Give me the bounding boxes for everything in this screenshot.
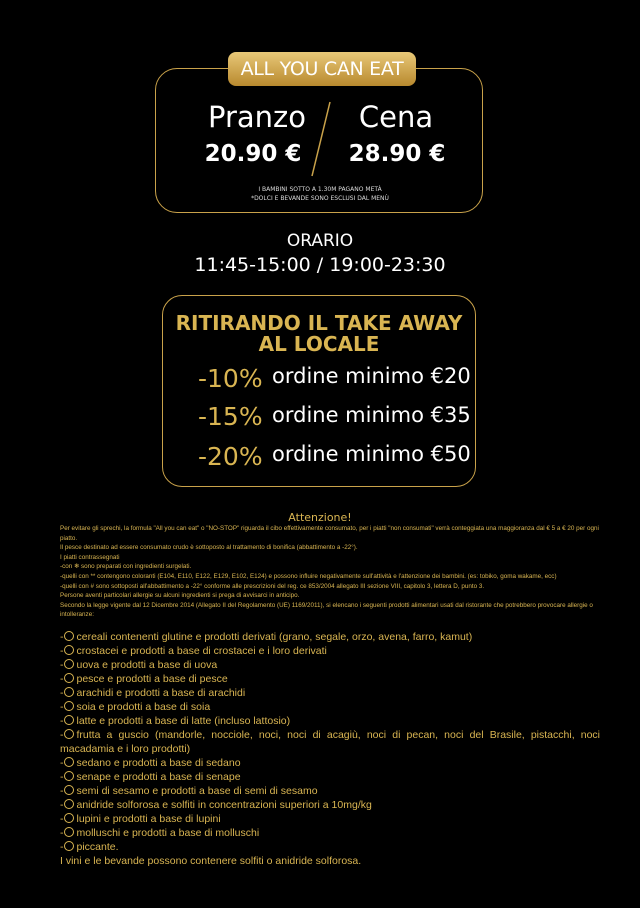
allergen-list <box>60 630 600 868</box>
attention-text <box>60 524 600 620</box>
attention-line: Per evitare gli sprechi, la formula "All you can eat" o "NO-STOP" riguarda il cibo effettivamente consumato, per i piatti "non consumati" verrà conteggiata una maggioranza dal € 5 a € 20 per ogni piatto. <box>60 525 599 542</box>
allergen-label: anidride solforosa e solfiti in concentrazioni superiori a 10mg/kg <box>76 799 372 811</box>
allergen-item: - uova e prodotti a base di uova <box>60 659 218 671</box>
allergen-label: molluschi e prodotti a base di molluschi <box>76 827 260 839</box>
allergen-item: - piccante. <box>60 841 119 853</box>
discount-pct: -20% <box>198 442 263 471</box>
lunch-price: 20.90 € <box>204 141 302 167</box>
discount-pct: -10% <box>198 364 263 393</box>
allergen-item: - frutta a guscio (mandorle, nocciole, noci, noci di acagiù, noci di pecan, noci del Brasile, pistacchi, noci macadamia e i loro prodotti) <box>60 729 600 755</box>
allergen-item: - semi di sesamo e prodotti a base di semi di sesamo <box>60 785 318 797</box>
dinner-price: 28.90 € <box>348 141 446 167</box>
allergen-item: - sedano e prodotti a base di sedano <box>60 757 241 769</box>
allergen-icon <box>64 757 74 767</box>
children-note: I BAMBINI SOTTO A 1.30M PAGANO METÀ <box>258 186 382 193</box>
discount-min: ordine minimo €35 <box>272 403 471 427</box>
attention-line: Secondo la legge vigente dal 12 Dicembre 2014 (Allegato II del Regolamento (UE) 1169/2011), si elencano i seguenti prodotti alimentari usati dal ristorante che potrebbero provocare allergie o intolleranze: <box>60 601 593 619</box>
allergen-icon <box>64 813 74 823</box>
allergen-label: uova e prodotti a base di uova <box>76 659 218 671</box>
allergen-item: - molluschi e prodotti a base di molluschi <box>60 827 260 839</box>
discount-min: ordine minimo €20 <box>272 364 471 388</box>
attention-line: Persone aventi particolari allergie su alcuni ingredienti si prega di avvisarci in anticipo. <box>60 592 300 600</box>
allergen-icon <box>64 841 74 851</box>
allergen-icon <box>64 771 74 781</box>
allergen-icon <box>64 645 74 655</box>
allergen-label: sedano e prodotti a base di sedano <box>76 757 241 769</box>
dinner-label: Cena <box>358 100 434 134</box>
discount-min: ordine minimo €50 <box>272 442 471 466</box>
allergen-item: - anidride solforosa e solfiti in concentrazioni superiori a 10mg/kg <box>60 799 372 811</box>
allergen-item: - cereali contenenti glutine e prodotti derivati (grano, segale, orzo, avena, farro, kamut) <box>60 631 473 643</box>
discount-pct: -15% <box>198 402 263 431</box>
attention-line: I piatti contrassegnati <box>60 553 120 561</box>
allergen-icon <box>64 673 74 683</box>
allergen-icon <box>64 687 74 697</box>
allergen-item: - arachidi e prodotti a base di arachidi <box>60 687 246 699</box>
allergen-item: - pesce e prodotti a base di pesce <box>60 673 228 685</box>
attention-line: Il pesce destinato ad essere consumato crudo è sottoposto al trattamento di bonifica (abbattimento a -22°). <box>60 544 358 552</box>
allergen-icon <box>64 785 74 795</box>
allergen-icon <box>64 631 74 641</box>
attention-line: -quelli con ** contengono coloranti (E104, E110, E122, E129, E102, E124) e possono influire negativamente sull'attività e l'attenzione dei bambini. (es: tobiko, goma wakame, ecc) <box>60 572 557 580</box>
allergen-label: semi di sesamo e prodotti a base di semi di sesamo <box>76 785 318 797</box>
allergen-item: - crostacei e prodotti a base di crostacei e i loro derivati <box>60 645 327 657</box>
allergen-label: crostacei e prodotti a base di crostacei e i loro derivati <box>76 645 327 657</box>
allergen-icon <box>64 715 74 725</box>
allergen-icon <box>64 659 74 669</box>
hours-value: 11:45-15:00 / 19:00-23:30 <box>194 254 446 276</box>
allergen-label: piccante. <box>76 841 119 853</box>
sulfite-note: I vini e le bevande possono contenere solfiti o anidride solforosa. <box>60 855 362 867</box>
allergen-label: latte e prodotti a base di latte (incluso lattosio) <box>76 715 291 727</box>
allergen-item: - latte e prodotti a base di latte (incluso lattosio) <box>60 715 291 727</box>
attention-title: Attenzione! <box>288 511 352 524</box>
attention-line: -con ❄ sono preparati con ingredienti surgelati. <box>60 563 192 571</box>
allergen-label: pesce e prodotti a base di pesce <box>76 673 228 685</box>
excluded-note: *DOLCI E BEVANDE SONO ESCLUSI DAL MENÙ <box>251 195 389 202</box>
hours-title: ORARIO <box>286 231 354 251</box>
allergen-label: arachidi e prodotti a base di arachidi <box>76 687 246 699</box>
allergen-icon <box>64 729 74 739</box>
allergen-label: cereali contenenti glutine e prodotti derivati (grano, segale, orzo, avena, farro, kamut) <box>76 631 473 643</box>
divider-slash <box>300 100 340 180</box>
lunch-label: Pranzo <box>207 100 307 134</box>
attention-line: -quelli con # sono sottoposti all'abbattimento a -22° conforme alle prescrizioni del reg. ce 853/2004 allegato III sezione VIII, capitolo 3, lettera D, punto 3. <box>60 582 485 590</box>
allergen-label: lupini e prodotti a base di lupini <box>76 813 221 825</box>
allergen-item: - lupini e prodotti a base di lupini <box>60 813 221 825</box>
allergen-icon <box>64 799 74 809</box>
allergen-label: soia e prodotti a base di soia <box>76 701 211 713</box>
allergen-item: - senape e prodotti a base di senape <box>60 771 241 783</box>
allergen-icon <box>64 701 74 711</box>
takeaway-subtitle: AL LOCALE <box>258 332 380 356</box>
allergen-item: - soia e prodotti a base di soia <box>60 701 211 713</box>
allergen-icon <box>64 827 74 837</box>
allergen-label: senape e prodotti a base di senape <box>76 771 241 783</box>
all-you-can-eat-badge: ALL YOU CAN EAT <box>228 52 416 86</box>
takeaway-title: RITIRANDO IL TAKE AWAY <box>175 311 463 335</box>
allergen-label: frutta a guscio (mandorle, nocciole, noci, noci di acagiù, noci di pecan, noci del Brasile, pistacchi, noci macadamia e i loro prodotti) <box>60 729 600 755</box>
